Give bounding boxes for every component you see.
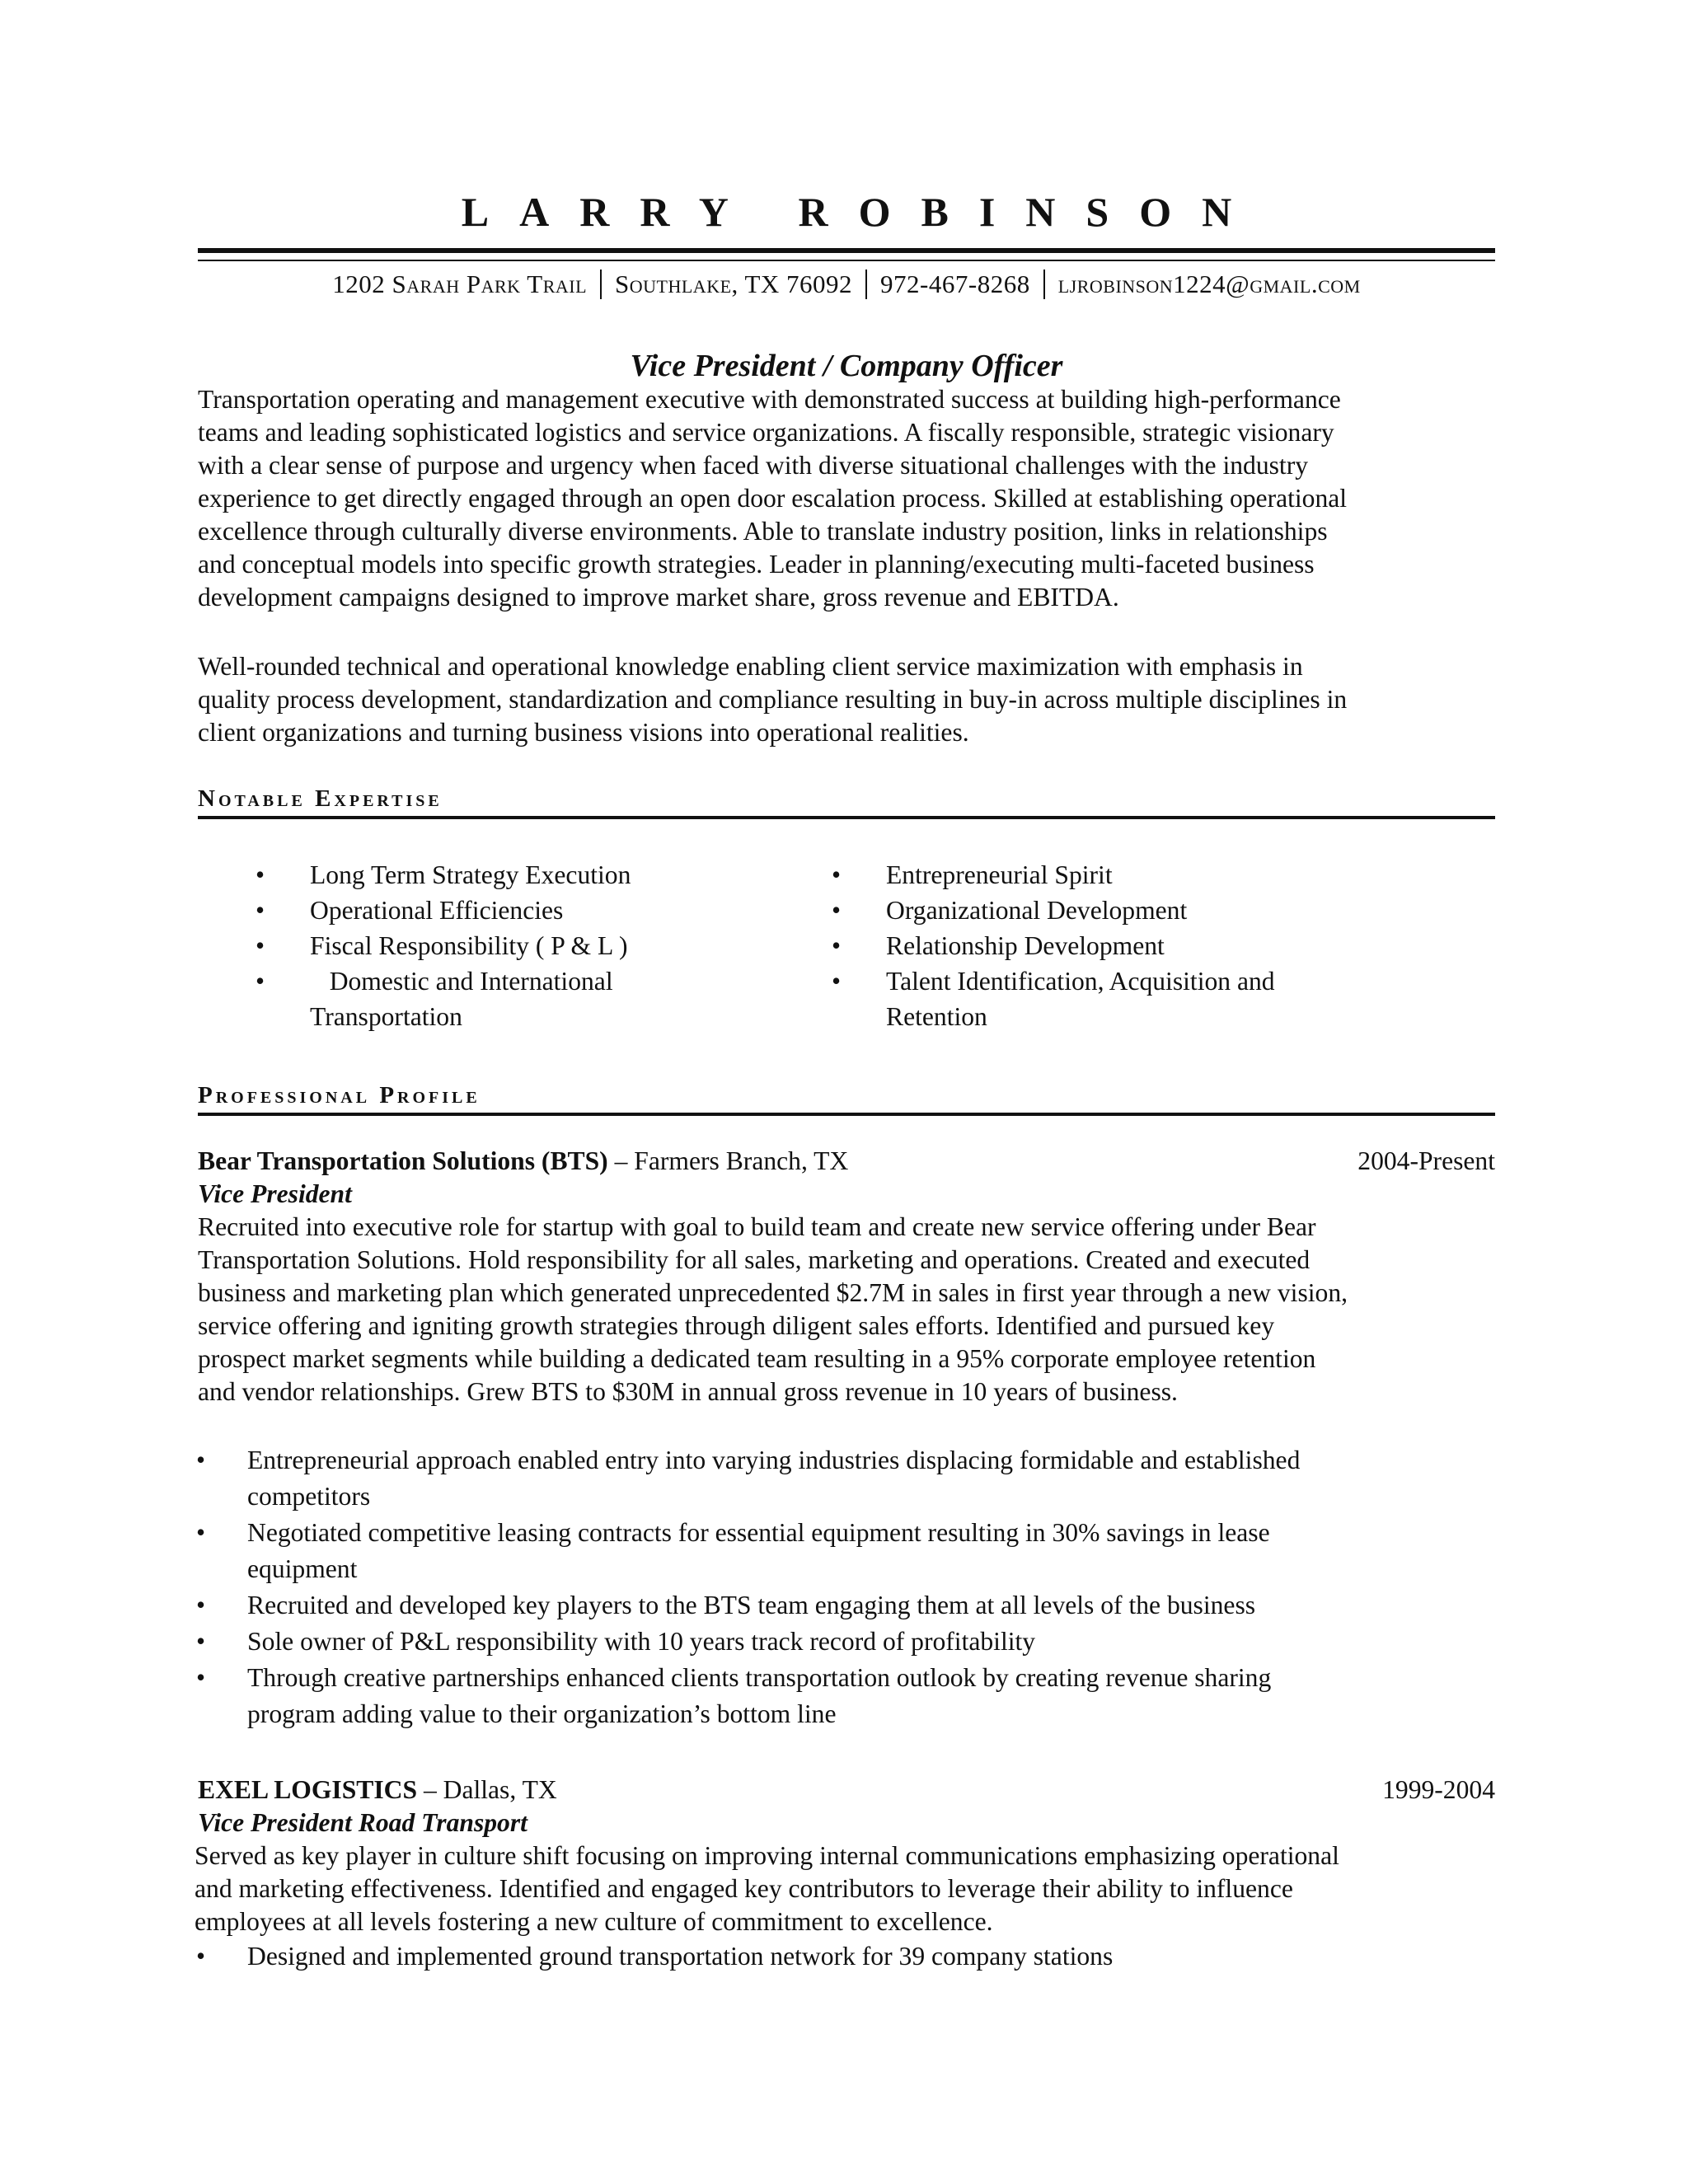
bullet-icon: • [196, 1446, 206, 1474]
job-title: Vice President [198, 1179, 352, 1208]
bullet-icon: • [832, 967, 842, 996]
bullet-icon: • [256, 860, 265, 889]
list-item: • Sole owner of P&L responsibility with 10 years track record of profitability [247, 1624, 1495, 1660]
expertise-left-column [256, 857, 631, 1034]
bullet-icon: • [196, 1518, 206, 1547]
job-header [198, 1774, 1495, 1807]
text-line: Transportation operating and management executive with demonstrated success at building high-performance [198, 385, 1341, 414]
summary-paragraph-2 [198, 650, 1495, 749]
expertise-item: • Relationship Development [886, 928, 1275, 963]
expertise-item: • Entrepreneurial Spirit [886, 857, 1275, 893]
list-item: • Negotiated competitive leasing contracts for essential equipment resulting in 30% savings in lease equipment [247, 1515, 1495, 1587]
text-line: experience to get directly engaged through an open door escalation process. Skilled at establishing operational [198, 484, 1348, 513]
company-name: EXEL LOGISTICS [198, 1775, 418, 1804]
text-line: and vendor relationships. Grew BTS to $30M in annual gross revenue in 10 years of business. [198, 1377, 1178, 1406]
list-item: • Designed and implemented ground transportation network for 39 company stations [247, 1938, 1495, 1975]
candidate-name: LARRY ROBINSON [461, 189, 1263, 235]
expertise-item: • Organizational Development [886, 893, 1275, 928]
job-dates: 1999-2004 [1382, 1775, 1495, 1804]
bullet-icon: • [256, 931, 265, 960]
job-bullet-list [196, 1938, 1495, 1975]
text-line: teams and leading sophisticated logistics and service organizations. A fiscally responsible, strategic visionary [198, 418, 1334, 447]
text-line: business and marketing plan which generated unprecedented $2.7M in sales in first year through a new vision, [198, 1278, 1348, 1307]
contact-city: Southlake, TX 76092 [615, 269, 853, 298]
contact-line [198, 267, 1495, 302]
text-line: with a clear sense of purpose and urgency when faced with diverse situational challenges with the industry [198, 451, 1309, 480]
job-bullet-list [196, 1442, 1495, 1732]
expertise-item: • Domestic and International Transportation [310, 963, 631, 1034]
expertise-heading: Notable Expertise [198, 785, 443, 812]
text-line: employees at all levels fostering a new culture of commitment to excellence. [195, 1907, 993, 1936]
expertise-item: • Long Term Strategy Execution [310, 857, 631, 893]
text-line: Recruited into executive role for startup with goal to build team and create new service offering under Bear [198, 1212, 1316, 1241]
text-line: excellence through culturally diverse environments. Able to translate industry position, links in relationships [198, 517, 1328, 546]
bullet-icon: • [832, 931, 842, 960]
header-rule-thick [198, 248, 1495, 253]
text-line: service offering and igniting growth strategies through diligent sales efforts. Identified and pursued key [198, 1311, 1275, 1340]
contact-separator [600, 269, 602, 299]
company-location: – Farmers Branch, TX [607, 1146, 849, 1175]
text-line: prospect market segments while building a dedicated team resulting in a 95% corporate employee retention [198, 1344, 1316, 1373]
bullet-icon: • [832, 896, 842, 925]
text-line: Transportation Solutions. Hold responsibility for all sales, marketing and operations. Created and executed [198, 1245, 1311, 1274]
text-line: Well-rounded technical and operational knowledge enabling client service maximization with emphasis in [198, 652, 1303, 681]
text-line: client organizations and turning business visions into operational realities. [198, 718, 969, 747]
contact-address: 1202 Sarah Park Trail [332, 269, 588, 298]
text-line: and conceptual models into specific growth strategies. Leader in planning/executing multi-faceted business [198, 550, 1315, 579]
text-line: and marketing effectiveness. Identified and engaged key contributors to leverage their ability to influence [195, 1874, 1293, 1903]
job-dates: 2004-Present [1357, 1146, 1495, 1175]
bullet-icon: • [256, 896, 265, 925]
profile-heading: Professional Profile [198, 1082, 481, 1108]
job-description [198, 1211, 1495, 1408]
contact-email: ljrobinson1224@gmail.com [1057, 269, 1361, 298]
company-name: Bear Transportation Solutions (BTS) [198, 1146, 608, 1175]
bullet-icon: • [196, 1627, 206, 1656]
list-item: • Recruited and developed key players to the BTS team engaging them at all levels of the business [247, 1587, 1495, 1624]
bullet-icon: • [196, 1591, 206, 1619]
contact-phone: 972-467-8268 [880, 269, 1030, 298]
expertise-item: • Operational Efficiencies [310, 893, 631, 928]
expertise-right-column [832, 857, 1275, 1034]
header-rule-thin [198, 260, 1495, 261]
profile-rule [198, 1113, 1495, 1116]
job-title: Vice President Road Transport [198, 1808, 528, 1837]
text-line: Served as key player in culture shift focusing on improving internal communications emphasizing operational [195, 1841, 1339, 1870]
job-header [198, 1145, 1495, 1178]
bullet-icon: • [196, 1663, 206, 1692]
contact-separator [865, 269, 867, 299]
expertise-rule [198, 816, 1495, 819]
list-item: • Through creative partnerships enhanced clients transportation outlook by creating revenue sharing program adding value to their organization’s bottom line [247, 1660, 1495, 1732]
bullet-icon: • [196, 1942, 206, 1971]
contact-separator [1043, 269, 1045, 299]
list-item: • Entrepreneurial approach enabled entry into varying industries displacing formidable and established competitors [247, 1442, 1495, 1515]
bullet-icon: • [832, 860, 842, 889]
expertise-item: • Fiscal Responsibility ( P & L ) [310, 928, 631, 963]
text-line: quality process development, standardization and compliance resulting in buy-in across multiple disciplines in [198, 685, 1348, 714]
bullet-icon: • [256, 967, 265, 996]
job-description [195, 1840, 1492, 1938]
summary-paragraph-1 [198, 383, 1495, 614]
summary-title: Vice President / Company Officer [630, 349, 1063, 383]
company-location: – Dallas, TX [417, 1775, 557, 1804]
text-line: development campaigns designed to improve market share, gross revenue and EBITDA. [198, 583, 1119, 612]
expertise-item: • Talent Identification, Acquisition and Retention [886, 963, 1275, 1034]
